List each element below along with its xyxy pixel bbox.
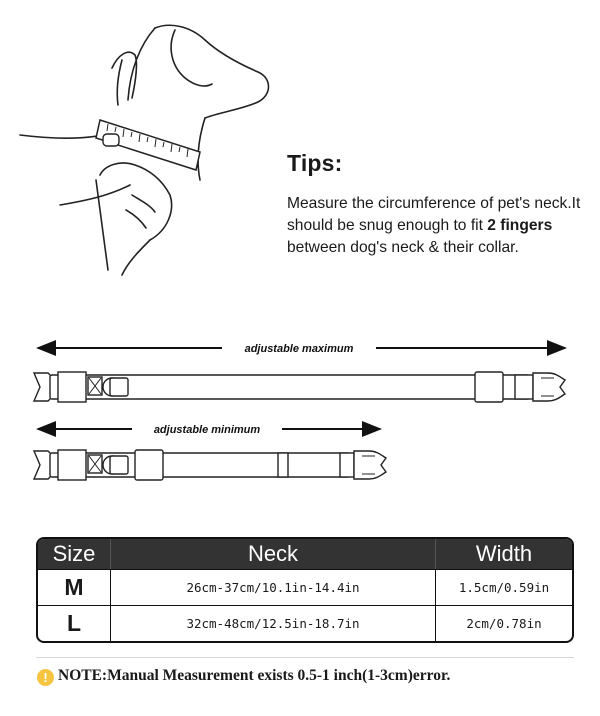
- neck-cell: 32cm-48cm/12.5in-18.7in: [110, 605, 435, 641]
- collar-minimum: [34, 450, 386, 480]
- max-label: adjustable maximum: [244, 343, 354, 355]
- note: [37, 667, 597, 686]
- note-text: NOTE:Manual Measurement exists 0.5-1 inch(1-3cm)error.: [58, 667, 451, 684]
- size-cell: M: [38, 569, 110, 605]
- exclamation-icon: !: [37, 669, 54, 686]
- tips-text: [287, 193, 592, 259]
- adjustable-maximum-arrow: [38, 343, 565, 355]
- adjustable-minimum-arrow: [38, 424, 380, 436]
- width-cell: 1.5cm/0.59in: [435, 569, 572, 605]
- table-row: [38, 569, 572, 605]
- tips-section: [287, 150, 592, 259]
- min-label: adjustable minimum: [153, 424, 261, 436]
- header-size: Size: [38, 539, 110, 569]
- divider: [36, 657, 574, 658]
- neck-cell: 26cm-37cm/10.1in-14.4in: [110, 569, 435, 605]
- size-table-header: [38, 539, 572, 569]
- tips-title: Tips:: [287, 150, 343, 176]
- header-neck: Neck: [110, 539, 435, 569]
- collar-maximum: [34, 372, 565, 402]
- tips-text-part2: between dog's neck & their collar.: [287, 239, 519, 256]
- header-width: Width: [435, 539, 572, 569]
- collar-size-diagram: [0, 325, 600, 485]
- size-cell: L: [38, 605, 110, 641]
- dog-measuring-illustration: [0, 0, 285, 280]
- size-table: [36, 537, 574, 643]
- tips-text-bold: 2 fingers: [487, 217, 553, 234]
- measuring-tape-icon: [96, 120, 200, 170]
- table-row: [38, 605, 572, 641]
- width-cell: 2cm/0.78in: [435, 605, 572, 641]
- tips-text-part1: Measure the circumference of pet's neck.It should be snug enough to fit: [287, 195, 581, 234]
